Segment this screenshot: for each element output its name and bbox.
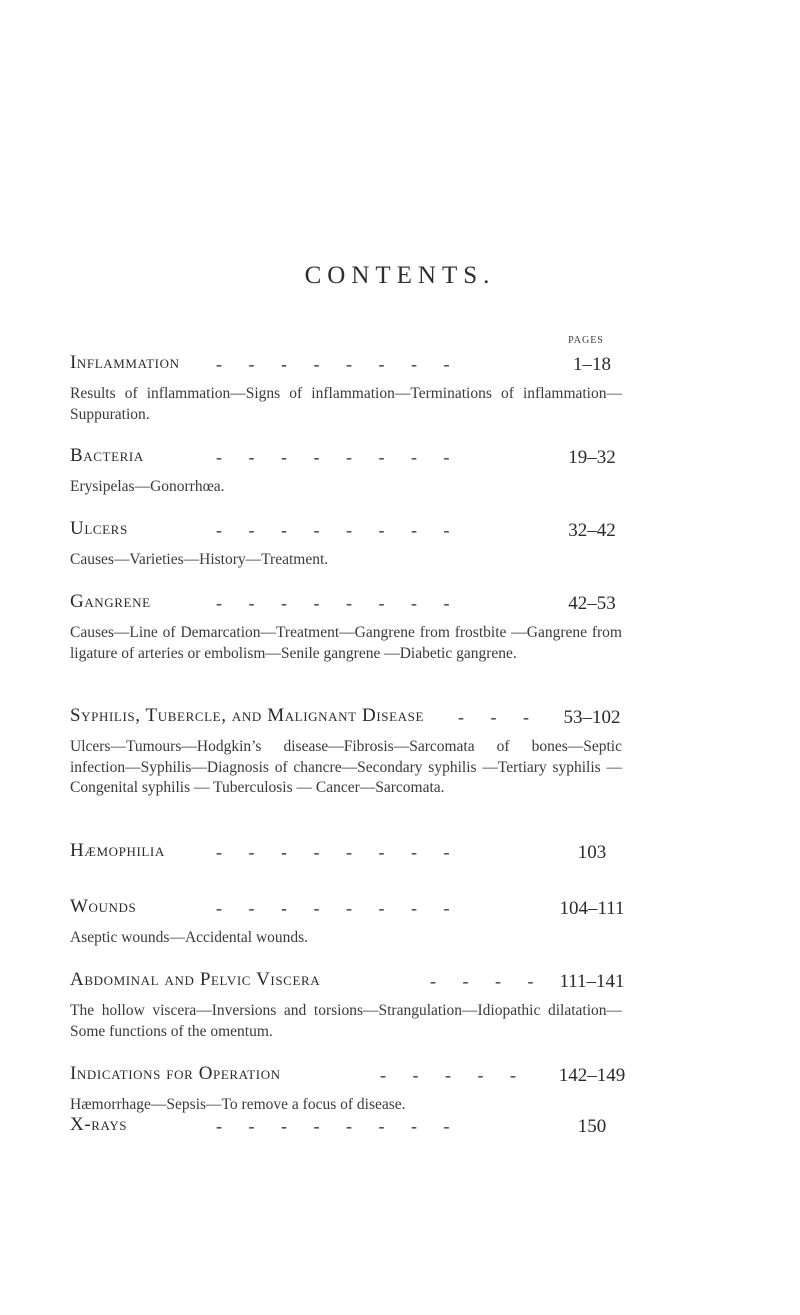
entry-pages: 150	[577, 1116, 607, 1137]
dot-leader: - - -	[458, 707, 529, 727]
dot-leader: - - - - - - - -	[216, 447, 450, 467]
entry-pages: 32–42	[568, 520, 616, 541]
toc-entry-indications-for-operation	[70, 1063, 630, 1116]
dot-leader: - - - - - - - -	[216, 1116, 450, 1136]
entry-pages: 103	[577, 842, 607, 863]
toc-entry-ulcers	[70, 518, 630, 571]
toc-entry-gangrene	[70, 591, 630, 664]
entry-description: Erysipelas—Gonorrhœa.	[70, 478, 225, 495]
dot-leader: - - - - - - - -	[216, 898, 450, 918]
dot-leader: - - - - -	[380, 1065, 516, 1085]
toc-entry-wounds	[70, 896, 630, 949]
entry-description: Causes—Line of Demarcation—Treatment—Gangrene from frostbite —Gangrene from ligature of arteries or embolism—Senile gangrene —Diabetic gangrene.	[70, 624, 622, 662]
entry-title: Bacteria	[70, 445, 144, 466]
toc-entry-syphilis-tubercle-malignant	[70, 705, 630, 799]
entry-title: Ulcers	[70, 518, 128, 539]
dot-leader: - - - - - - - -	[216, 842, 450, 862]
entry-description: Aseptic wounds—Accidental wounds.	[70, 929, 309, 946]
toc-entry-haemophilia	[70, 840, 630, 868]
entry-pages: 42–53	[568, 593, 616, 614]
entry-title: Hæmophilia	[70, 840, 165, 861]
toc-entry-abdominal-pelvic-viscera	[70, 969, 630, 1042]
entry-title: X-rays	[70, 1114, 128, 1135]
entry-title: Syphilis, Tubercle, and Malignant Disease	[70, 705, 424, 726]
dot-leader: - - - - - - - -	[216, 593, 450, 613]
entry-description: Causes—Varieties—History—Treatment.	[70, 551, 329, 568]
toc-entry-inflammation	[70, 352, 630, 425]
entry-pages: 53–102	[563, 707, 621, 728]
toc-entry-bacteria	[70, 445, 630, 498]
entry-pages: 1–18	[573, 354, 611, 375]
entry-pages: 111–141	[559, 971, 625, 992]
entry-title: Indications for Operation	[70, 1063, 281, 1084]
dot-leader: - - - - - - - -	[216, 520, 450, 540]
entry-description: Ulcers—Tumours—Hodgkin’s disease—Fibrosis—Sarcomata of bones—Septic infection—Syphilis—Diagnosis of chancre—Secondary syphilis —Tertiary syphilis — Congenital syphilis — Tuberculosis — Cancer—Sarcomata.	[70, 738, 622, 796]
entry-pages: 19–32	[568, 447, 616, 468]
dot-leader: - - - -	[430, 971, 534, 991]
pages-column-header: PAGES	[568, 335, 604, 346]
entry-description: Hæmorrhage—Sepsis—To remove a focus of disease.	[70, 1096, 406, 1113]
dot-leader: - - - - - - - -	[216, 354, 450, 374]
entry-pages: 104–111	[559, 898, 625, 919]
entry-title: Inflammation	[70, 352, 180, 373]
entry-title: Gangrene	[70, 591, 151, 612]
entry-pages: 142–149	[558, 1065, 626, 1086]
entry-description: The hollow viscera—Inversions and torsions—Strangulation—Idiopathic dilatation—Some functions of the omentum.	[70, 1002, 622, 1040]
entry-title: Wounds	[70, 896, 137, 917]
entry-title: Abdominal and Pelvic Viscera	[70, 969, 321, 990]
toc-entry-x-rays	[70, 1114, 630, 1142]
page-title: CONTENTS.	[304, 262, 496, 289]
entry-description: Results of inflammation—Signs of inflammation—Terminations of inflammation—Suppuration.	[70, 385, 622, 423]
